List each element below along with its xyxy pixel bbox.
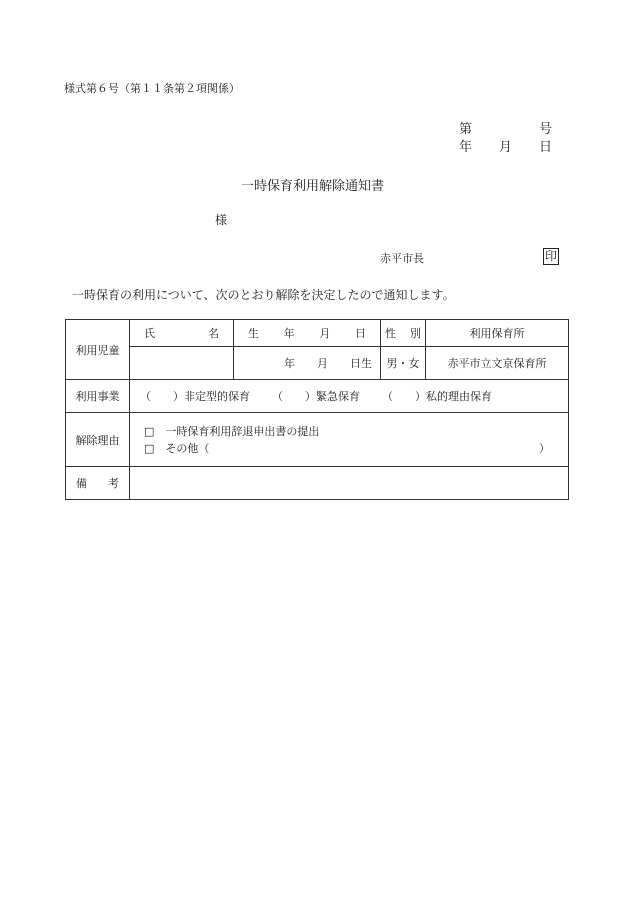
birth-label-2: 月 xyxy=(319,327,331,340)
birth-label-3: 日 xyxy=(354,327,366,340)
reason-other-close: ） xyxy=(539,441,550,455)
birth-header xyxy=(234,320,381,347)
document-title: 一時保育利用解除通知書 xyxy=(241,179,385,194)
name-label-2: 名 xyxy=(208,327,219,340)
issuer-name: 赤平市長 xyxy=(380,252,424,265)
birth-value-day: 日生 xyxy=(350,357,372,370)
remarks-label-0: 備 xyxy=(76,477,87,490)
remarks-label-1: 考 xyxy=(108,477,119,490)
service-options xyxy=(130,380,569,413)
birth-label-1: 年 xyxy=(283,327,295,340)
number-suffix: 号 xyxy=(539,122,553,137)
notice-table xyxy=(65,319,569,500)
remarks-row xyxy=(66,467,569,500)
remarks-value xyxy=(130,467,569,500)
date-month: 月 xyxy=(499,140,513,155)
date-year: 年 xyxy=(459,140,473,155)
child-label: 利用児童 xyxy=(66,320,130,380)
reason-options xyxy=(130,413,569,467)
reason-label: 解除理由 xyxy=(66,413,130,467)
service-option-private: （ ）私的理由保育 xyxy=(382,390,492,403)
birth-value-month: 月 xyxy=(317,357,328,370)
reason-option-other: □ その他（ xyxy=(144,441,210,455)
birth-value xyxy=(234,347,381,380)
birth-value-year: 年 xyxy=(284,357,295,370)
sex-label-1: 別 xyxy=(410,327,421,340)
date-day: 日 xyxy=(539,140,553,155)
facility-header: 利用保育所 xyxy=(426,320,569,347)
remarks-label xyxy=(66,467,130,500)
number-prefix: 第 xyxy=(459,122,473,137)
seal-mark: 印 xyxy=(544,249,557,263)
child-header-row xyxy=(66,320,569,347)
sex-label-0: 性 xyxy=(385,327,396,340)
name-value xyxy=(130,347,234,380)
service-option-emergency: （ ）緊急保育 xyxy=(272,390,360,403)
addressee-suffix: 様 xyxy=(215,213,228,227)
service-label: 利用事業 xyxy=(66,380,130,413)
service-row xyxy=(66,380,569,413)
intro-text: 一時保育の利用について、次のとおり解除を決定したので通知します。 xyxy=(72,288,455,302)
sex-value: 男・女 xyxy=(381,347,426,380)
sex-header xyxy=(381,320,426,347)
service-option-irregular: （ ）非定型的保育 xyxy=(140,390,250,403)
child-value-row xyxy=(66,347,569,380)
reason-row xyxy=(66,413,569,467)
name-header xyxy=(130,320,234,347)
reason-option-withdrawal: □ 一時保育利用辞退申出書の提出 xyxy=(144,424,320,438)
birth-label-0: 生 xyxy=(248,327,259,340)
form-number: 様式第６号（第１１条第２項関係） xyxy=(64,82,240,95)
name-label-1: 氏 xyxy=(144,327,155,340)
facility-value: 赤平市立文京保育所 xyxy=(426,347,569,380)
